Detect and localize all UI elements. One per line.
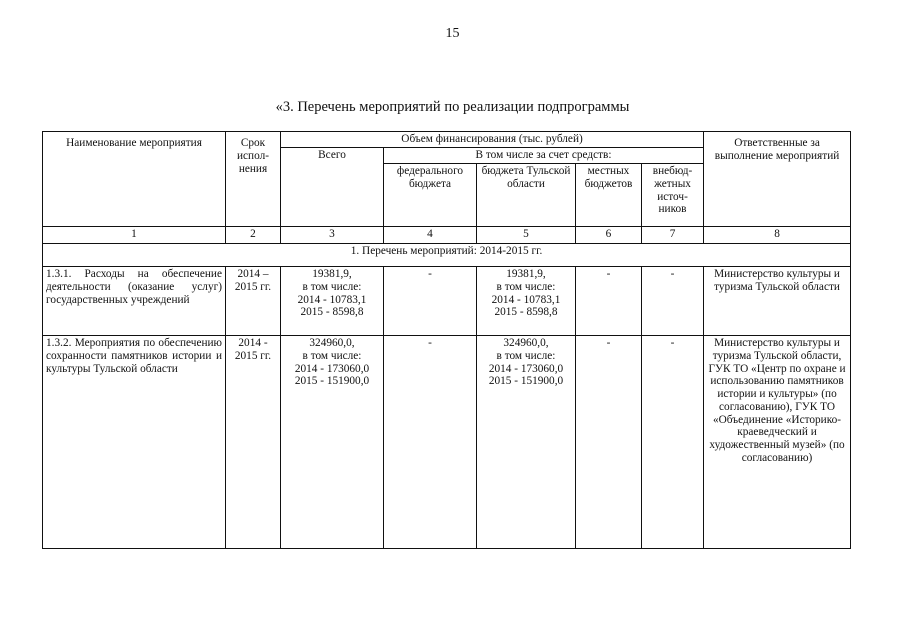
total-line: 324960,0,	[309, 337, 355, 349]
header-term: Срок испол-нения	[226, 132, 281, 227]
total-line: 19381,9,	[312, 268, 352, 280]
total-line: 2014 - 173060,0	[294, 362, 370, 375]
regional-line: 2015 - 8598,8	[494, 306, 558, 319]
total-line: в том числе:	[302, 280, 362, 293]
column-number: 1	[43, 227, 226, 244]
column-number: 6	[576, 227, 642, 244]
section-heading: 1. Перечень мероприятий: 2014-2015 гг.	[43, 244, 851, 267]
header-sources-group: В том числе за счет средств:	[384, 148, 704, 164]
column-number: 7	[642, 227, 704, 244]
regional-line: 2014 - 10783,1	[491, 293, 561, 306]
regional-line: 2015 - 151900,0	[488, 375, 564, 388]
measure-federal: -	[384, 336, 477, 549]
column-number: 3	[281, 227, 384, 244]
regional-line: в том числе:	[496, 349, 556, 362]
header-extra: внебюд-жетных источ-ников	[642, 164, 704, 227]
section-heading-row	[43, 244, 851, 267]
regional-line: в том числе:	[496, 280, 556, 293]
header-regional: бюджета Тульской области	[477, 164, 576, 227]
section-title: «3. Перечень мероприятий по реализации подпрограммы	[275, 99, 630, 115]
page-number: 15	[445, 26, 460, 41]
measures-table	[42, 131, 851, 549]
total-line: 2015 - 151900,0	[294, 375, 370, 388]
measure-regional	[477, 267, 576, 336]
header-federal: федерального бюджета	[384, 164, 477, 227]
measure-extra: -	[642, 336, 704, 549]
table-row	[43, 267, 851, 336]
regional-line: 324960,0,	[503, 337, 549, 349]
measure-name: 1.3.1. Расходы на обеспечение деятельности (оказание услуг) государственных учреждений	[43, 267, 226, 336]
total-line: в том числе:	[302, 349, 362, 362]
column-number: 5	[477, 227, 576, 244]
measure-regional	[477, 336, 576, 549]
column-number: 2	[226, 227, 281, 244]
total-line: 2015 - 8598,8	[300, 306, 364, 319]
table-row	[43, 336, 851, 549]
measure-extra: -	[642, 267, 704, 336]
header-row-1	[43, 132, 851, 148]
header-total: Всего	[281, 148, 384, 227]
measure-term: 2014 - 2015 гг.	[226, 336, 281, 549]
measure-total	[281, 336, 384, 549]
total-line: 2014 - 10783,1	[297, 293, 367, 306]
header-funding-group: Объем финансирования (тыс. рублей)	[281, 132, 704, 148]
measure-responsible: Министерство культуры и туризма Тульской области, ГУК ТО «Центр по охране и использованию памятников истории и культуры» (по согласованию), ГУК ТО «Объединение «Историко-краеведческий и художественный музей» (по согласованию)	[704, 336, 851, 549]
measure-local: -	[576, 267, 642, 336]
measure-local: -	[576, 336, 642, 549]
regional-line: 19381,9,	[506, 268, 546, 280]
measure-federal: -	[384, 267, 477, 336]
column-number: 4	[384, 227, 477, 244]
header-name: Наименование мероприятия	[43, 132, 226, 227]
measure-responsible: Министерство культуры и туризма Тульской области	[704, 267, 851, 336]
header-local: местных бюджетов	[576, 164, 642, 227]
measure-name: 1.3.2. Мероприятия по обеспечению сохранности памятников истории и культуры Тульской области	[43, 336, 226, 549]
column-number-row	[43, 227, 851, 244]
regional-line: 2014 - 173060,0	[488, 362, 564, 375]
measure-total	[281, 267, 384, 336]
column-number: 8	[704, 227, 851, 244]
header-responsible: Ответственные за выполнение мероприятий	[704, 132, 851, 227]
measure-term: 2014 – 2015 гг.	[226, 267, 281, 336]
